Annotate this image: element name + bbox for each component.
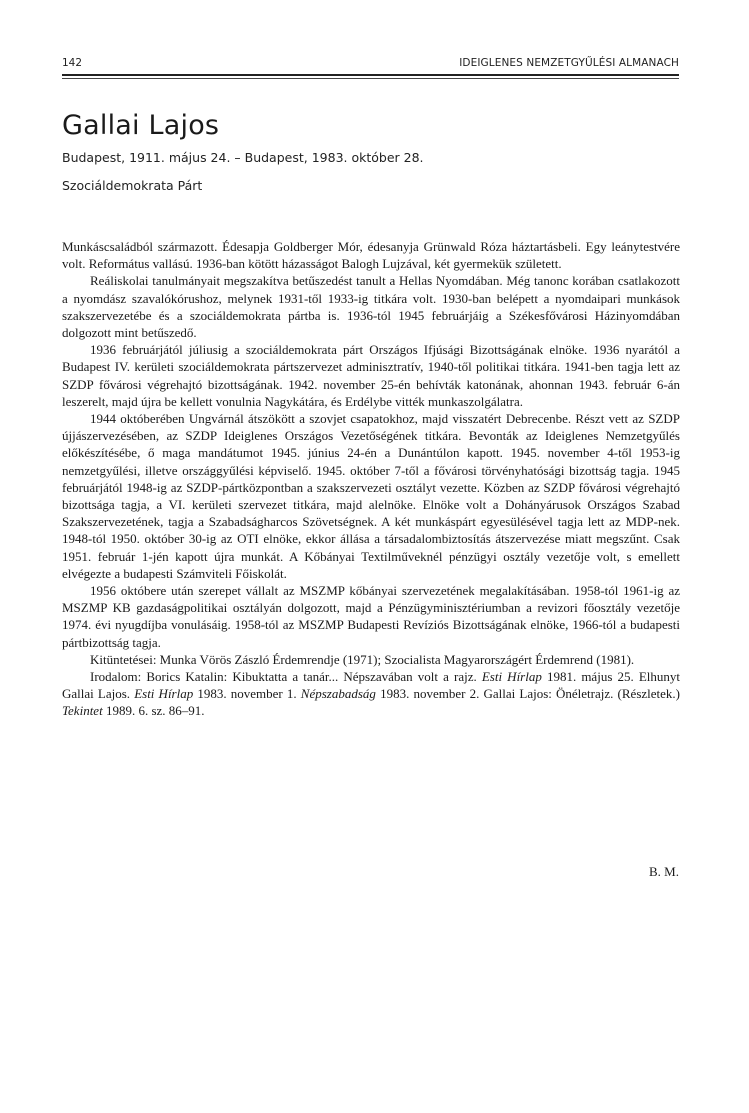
periodical-title: Esti Hírlap [481,669,542,685]
paragraph-text: 1983. november 1. [193,686,301,702]
paragraph-text: 1944 októberében Ungvárnál átszökött a szovjet csapatokhoz, majd visszatért Debrecenbe. Részt vett az SZDP újjászervezésében, az SZDP Ideiglenes Országos Vezetőségének titkára. Bevonták az Ideiglenes Nemzetgyűlés előkészítésébe, ő maga mandátumot 1945. június 24-én a Dunántúlon kapott. 1945. november 4-től 1953-ig nemzetgyűlési, illetve országgyűlési képviselő. 1945. október 7-től a fővárosi törvényhatósági bizottság tagja. 1945 februárjától 1948-ig az SZDP-pártközpontban a szakszervezeti osztályt vezette. Közben az SZDP fővárosi végrehajtó bizottsága tagja, a VI. kerületi szervezet titkára, majd alelnöke. Elnöke volt a Dohányárusok Országos Szabad Szakszervezetének, tagja a Szabadságharcos Szövetségnek. A két munkáspárt egyesülésével tagja lett az MDP-nek. 1948-tól 1950. október 30-ig az OTI elnöke, ekkor állása a társadalombiztosítás átszervezése miatt megszűnt. Csak 1951. február 1-jén kapott újra munkát. A Kőbányai Textilműveknél pénzügyi osztály vezetője volt, s emellett elvégezte a budapesti Számviteli Főiskolát. [62,411,680,581]
paragraph-text: Reáliskolai tanulmányait megszakítva betűszedést tanult a Hellas Nyomdában. Még tanonc korában csatlakozott a nyomdász szavalókórushoz, melynek 1931-től 1933-ig titkára volt. 1930-ban belépett a nyomdaipari munkások szakszervezetébe és a szociáldemokrata pártba is. 1936-tól 1945 februárjáig a Székesfővárosi Házinyomdában dolgozott mint betűszedő. [62,273,680,341]
paragraph-text: 1956 októbere után szerepet vállalt az MSZMP kőbányai szervezetének megalakításában. 1958-tól 1961-ig az MSZMP KB gazdaságpolitikai osztályán dolgozott, majd a Pénzügyminisztériumban a revizori főosztály vezetője 1974. évi nyugdíjba vonulásáig. 1958-tól az MSZMP Budapesti Revíziós Bizottságának elnöke, 1966-tól a budapesti pártbizottság tagja. [62,583,680,650]
paragraph-text: 1936 februárjától júliusig a szociáldemokrata párt Országos Ifjúsági Bizottságának elnöke. 1936 nyarától a Budapest IV. kerületi szociáldemokrata pártszervezet adminisztratív, 1940-től politikai titkára. 1941-ben tagja lett az SZDP fővárosi végrehajtó bizottságának. 1942. november 25-én behívták katonának, ahonnan 1943. február 6-án leszerelt, majd újra be kellett vonulnia Nagykátára, és Erdélybe vitték munkaszolgálatra. [62,342,680,409]
body-paragraph [62,410,680,582]
header-rule-thick [62,74,679,76]
body-paragraph [62,651,680,668]
paragraph-text: 1983. november 2. Gallai Lajos: Önéletrajz. (Részletek.) [375,686,680,702]
entry-dates: Budapest, 1911. május 24. – Budapest, 1983. október 28. [62,150,424,165]
paragraph-text: 1981. május 25. Elhunyt Gallai Lajos. [62,669,681,702]
body-paragraph [62,341,680,410]
entry-name: Gallai Lajos [62,110,220,141]
author-signature: B. M. [649,864,679,879]
body-paragraph [62,272,680,341]
running-title: IDEIGLENES NEMZETGYŰLÉSI ALMANACH [459,57,679,69]
periodical-title: Népszabadság [300,686,376,702]
biography-body [62,238,680,720]
paragraph-text: Munkáscsaládból származott. Édesapja Goldberger Mór, édesanyja Grünwald Róza háztartásbeli. Egy leánytestvére volt. Református vallású. 1936-ban kötött házasságot Balogh Lujzával, két gyermekük született. [62,239,680,272]
body-paragraph [62,238,680,272]
header-rule-thin [62,78,679,79]
periodical-title: Esti Hírlap [134,686,194,702]
entry-party: Szociáldemokrata Párt [62,178,203,193]
paragraph-text: Irodalom: Borics Katalin: Kibuktatta a tanár... Népszavában volt a rajz. [90,669,482,685]
running-header [62,57,679,73]
paragraph-text: 1989. 6. sz. 86–91. [102,703,205,719]
periodical-title: Tekintet [62,703,103,719]
body-paragraph [62,582,680,651]
paragraph-text: Kitüntetései: Munka Vörös Zászló Érdemrendje (1971); Szocialista Magyarországért Érdemrend (1981). [90,651,635,667]
body-paragraph [62,668,680,720]
page-number: 142 [62,57,83,69]
